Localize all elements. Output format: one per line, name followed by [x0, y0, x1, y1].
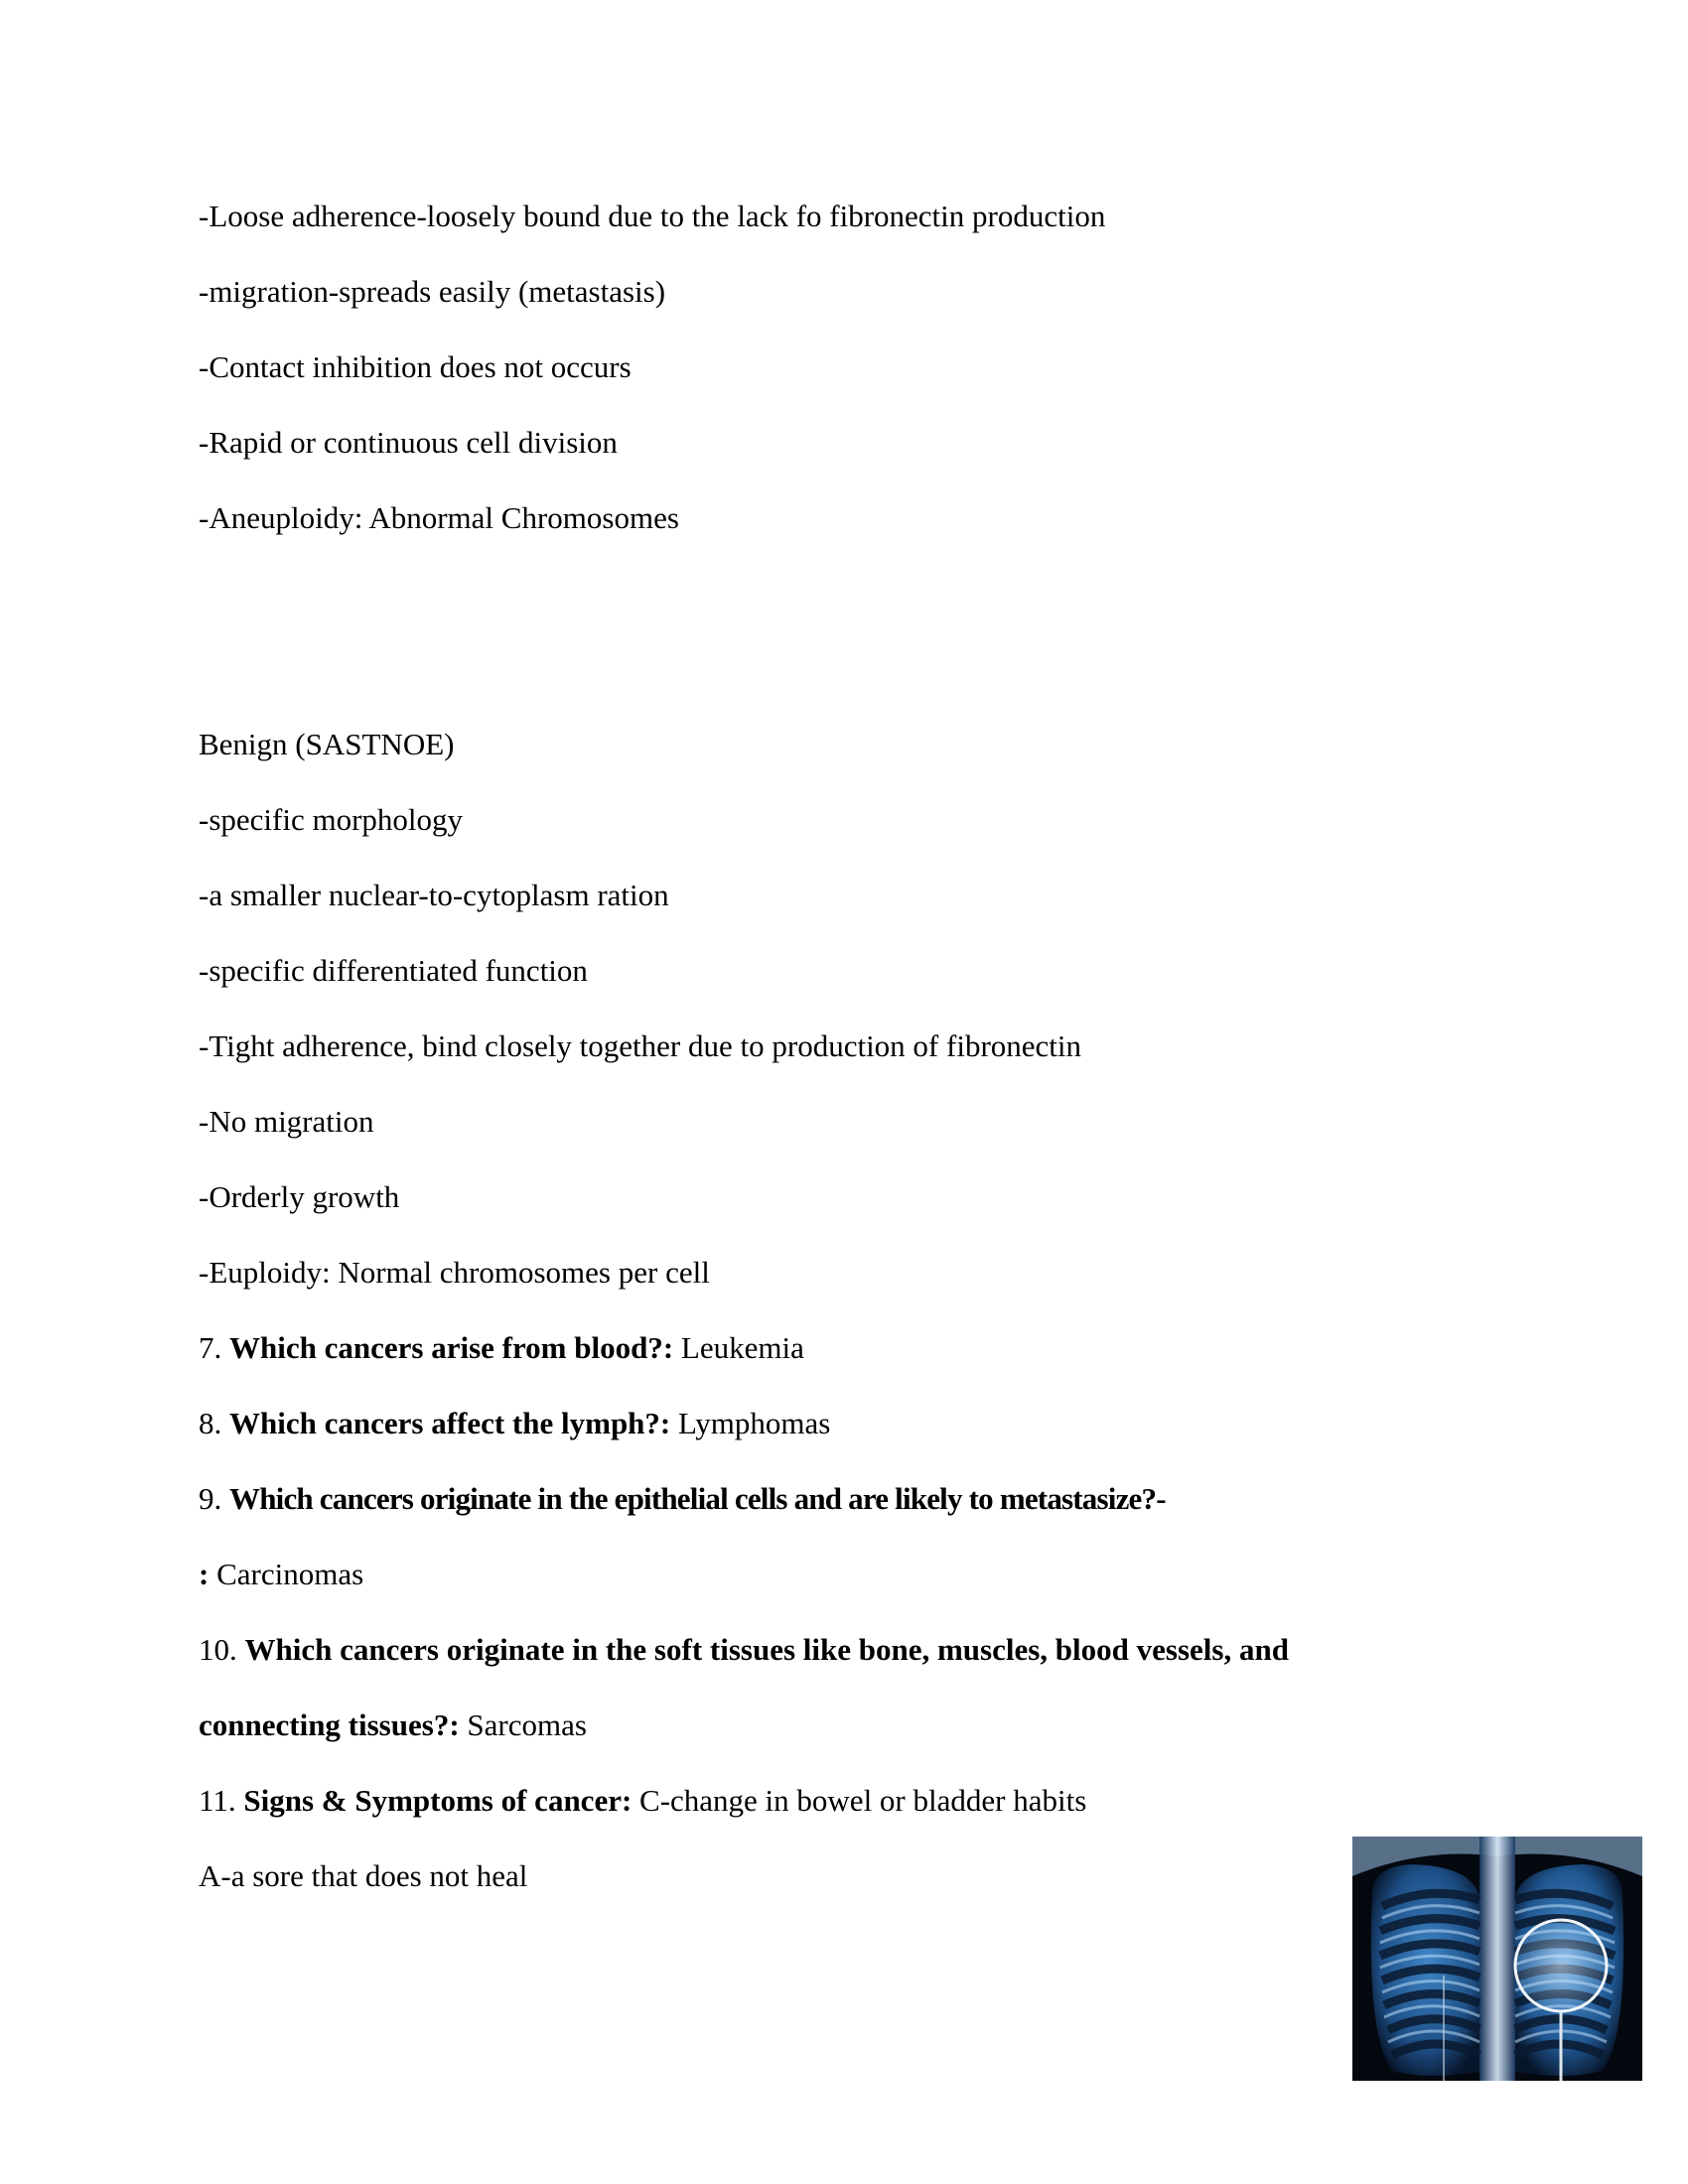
malignant-item: -Rapid or continuous cell division	[199, 425, 618, 460]
question-number: 8.	[199, 1406, 229, 1440]
question-10	[199, 1630, 1289, 1670]
question-text: Which cancers arise from blood?:	[229, 1330, 674, 1365]
malignant-item: -migration-spreads easily (metastasis)	[199, 274, 666, 309]
answer-text: Carcinomas	[209, 1557, 364, 1591]
question-number: 7.	[199, 1330, 229, 1365]
question-8	[199, 1404, 830, 1443]
question-text: Which cancers originate in the soft tissues like bone, muscles, blood vessels, and	[244, 1632, 1289, 1667]
benign-item: -specific morphology	[199, 802, 464, 837]
question-number: 11.	[199, 1783, 244, 1818]
malignant-item: -Contact inhibition does not occurs	[199, 349, 632, 384]
chest-xray-image	[1352, 1837, 1642, 2081]
benign-item: -specific differentiated function	[199, 953, 588, 988]
question-text: connecting tissues?:	[199, 1707, 460, 1742]
answer-text: C-change in bowel or bladder habits	[632, 1783, 1087, 1818]
answer-colon: :	[199, 1557, 210, 1591]
benign-item: -Euploidy: Normal chromosomes per cell	[199, 1255, 710, 1290]
question-9-answer-line	[199, 1555, 363, 1594]
question-text: Signs & Symptoms of cancer:	[243, 1783, 633, 1818]
question-text: Which cancers affect the lymph?:	[229, 1406, 671, 1440]
benign-item: -No migration	[199, 1104, 374, 1139]
malignant-item: -Aneuploidy: Abnormal Chromosomes	[199, 500, 679, 535]
answer-text: Lymphomas	[670, 1406, 831, 1440]
malignant-item: -Loose adherence-loosely bound due to the lack fo fibronectin production	[199, 199, 1106, 233]
benign-item: -Orderly growth	[199, 1179, 400, 1214]
benign-item: -Tight adherence, bind closely together due to production of fibronectin	[199, 1028, 1082, 1063]
answer-text: Leukemia	[673, 1330, 804, 1365]
benign-heading: Benign (SASTNOE)	[199, 727, 455, 761]
question-10-continuation	[199, 1706, 587, 1745]
answer-text: Sarcomas	[459, 1707, 587, 1742]
question-11-continuation: A-a sore that does not heal	[199, 1858, 528, 1893]
question-text: Which cancers originate in the epithelial cells and are likely to metastasize?-	[229, 1481, 1166, 1516]
question-11	[199, 1781, 1086, 1821]
question-7	[199, 1328, 804, 1368]
question-number: 9.	[199, 1481, 229, 1516]
question-number: 10.	[199, 1632, 245, 1667]
question-9	[199, 1479, 1166, 1519]
benign-item: -a smaller nuclear-to-cytoplasm ration	[199, 878, 669, 912]
